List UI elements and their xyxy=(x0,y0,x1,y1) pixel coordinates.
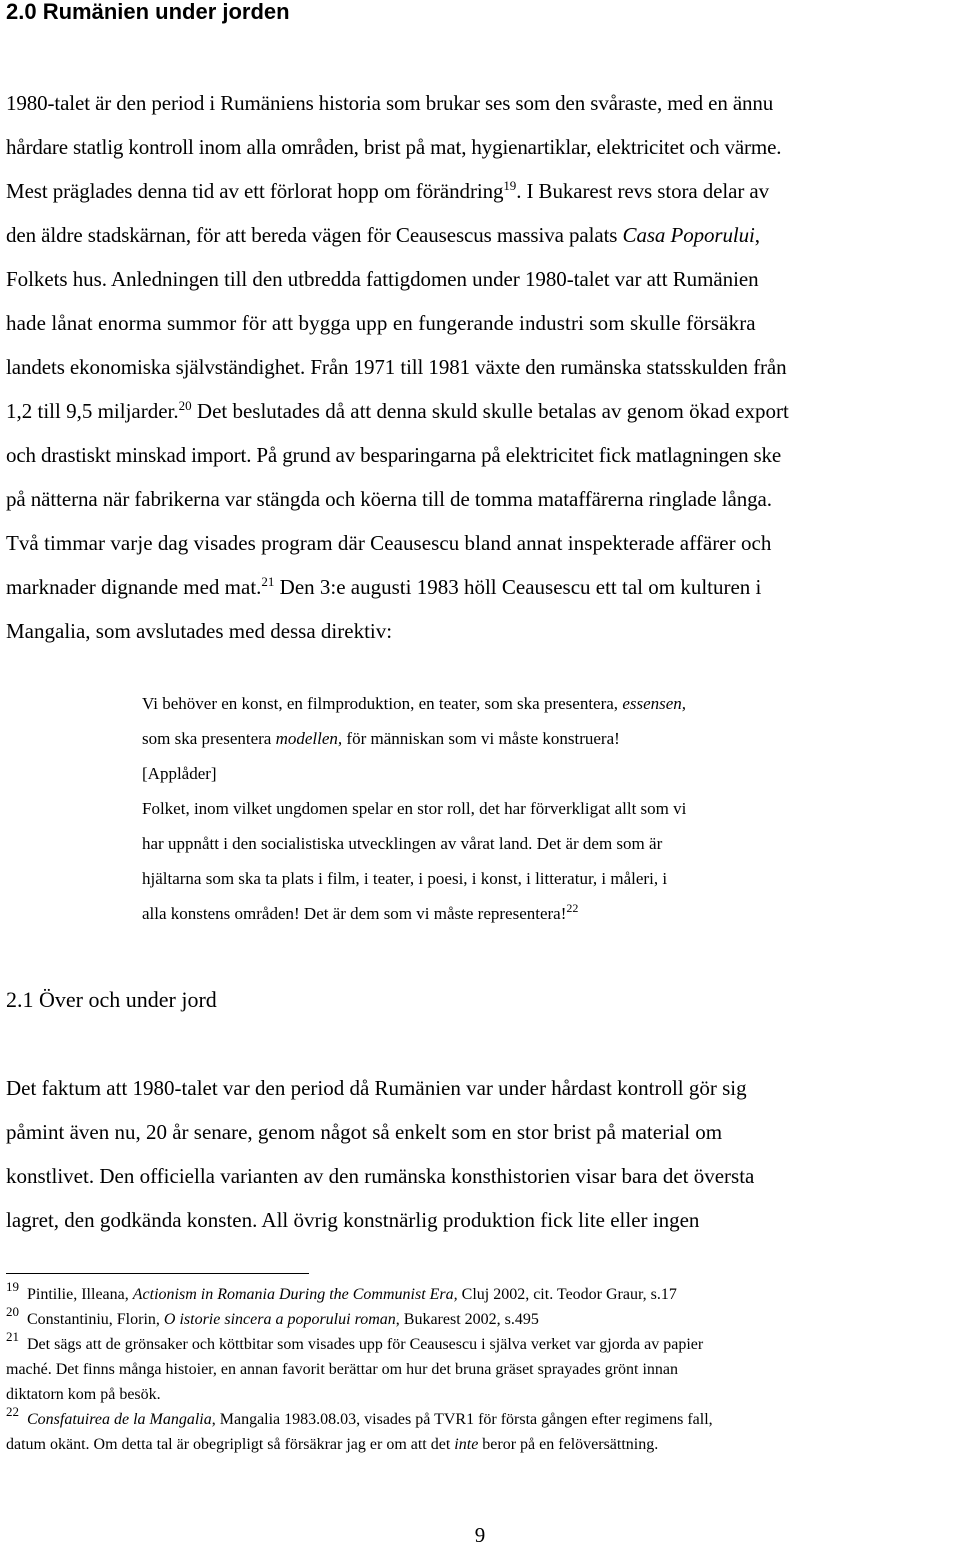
text-line: hade lånat enorma summor för att bygga upp en fungerande industri som skulle försäkra xyxy=(6,311,756,335)
italic-title: O istorie sincera a poporului roman xyxy=(163,1311,396,1328)
text-line: och drastiskt minskad import. På grund av besparingarna på elektricitet fick matlagningen ske xyxy=(6,443,782,467)
footnote-21-cont: diktatorn kom på besök. xyxy=(6,1386,161,1403)
chapter-heading: 2.0 Rumänien under jorden xyxy=(6,0,290,24)
text-segment: . I Bukarest revs stora delar av xyxy=(516,179,769,203)
text-segment: Den 3:e augusti 1983 höll Ceausescu ett tal om kulturen i xyxy=(274,575,762,599)
footnote-separator xyxy=(6,1273,309,1274)
text-line: Det faktum att 1980-talet var den period då Rumänien var under hårdast kontroll gör sig xyxy=(6,1076,747,1100)
italic-title: Consfatuirea de la Mangalia xyxy=(27,1411,212,1428)
body-paragraph-1 xyxy=(6,81,958,653)
text-line xyxy=(6,213,958,257)
text-segment: den äldre stadskärnan, för att bereda vägen för Ceausescus massiva palats xyxy=(6,223,623,247)
footnote-21-cont: maché. Det finns många histoier, en annan favorit berättar om hur det bruna gräset sprayades grönt innan xyxy=(6,1361,679,1378)
italic-term: essensen, xyxy=(622,694,687,713)
text-line: Mangalia, som avslutades med dessa direktiv: xyxy=(6,619,393,643)
text-line: landets ekonomiska självständighet. Från 1971 till 1981 växte den rumänska statsskulden från xyxy=(6,355,787,379)
text-segment: Det beslutades då att denna skuld skulle betalas av genom ökad export xyxy=(191,399,789,423)
text-line xyxy=(6,565,958,609)
text-segment: , Bukarest 2002, s.495 xyxy=(395,1311,539,1328)
text-segment: Det sägs att de grönsaker och köttbitar som visades upp för Ceausescu i själva verket var gjorda av papier xyxy=(27,1336,704,1353)
footnote-ref-19[interactable]: 19 xyxy=(503,178,517,193)
text-segment: Vi behöver en konst, en filmproduktion, en teater, som ska presentera, xyxy=(142,694,623,713)
text-segment: Pintilie, Illeana, xyxy=(27,1286,133,1303)
text-segment: marknader dignande med mat. xyxy=(6,575,262,599)
text-line: hårdare statlig kontroll inom alla områden, brist på mat, hygienartiklar, elektricitet och värme. xyxy=(6,135,782,159)
italic-title: Actionism in Romania During the Communist Era, xyxy=(132,1286,458,1303)
text-segment: alla konstens områden! Det är dem som vi måste representera! xyxy=(142,904,567,923)
text-segment: beror på en felöversättning. xyxy=(478,1436,659,1453)
footnote-ref-20[interactable]: 20 xyxy=(178,398,192,413)
text-segment: som ska presentera xyxy=(142,729,276,748)
text-line: påmint även nu, 20 år senare, genom något så enkelt som en stor brist på material om xyxy=(6,1120,723,1144)
text-segment: Mest präglades denna tid av ett förlorat hopp om förändring xyxy=(6,179,504,203)
quote-line xyxy=(142,721,942,756)
text-line xyxy=(6,389,958,433)
text-line: på nätterna när fabrikerna var stängda och köerna till de tomma mataffärerna ringlade långa. xyxy=(6,487,772,511)
text-segment: 1,2 till 9,5 miljarder. xyxy=(6,399,179,423)
text-line: lagret, den godkända konsten. All övrig konstnärlig produktion fick lite eller ingen xyxy=(6,1208,700,1232)
text-segment: datum okänt. Om detta tal är obegripligt så försäkrar jag er om att det xyxy=(6,1436,455,1453)
section-heading: 2.1 Över och under jord xyxy=(6,987,217,1012)
footnote-22-cont xyxy=(6,1432,956,1457)
quote-line: Folket, inom vilket ungdomen spelar en stor roll, det har förverkligat allt som vi xyxy=(142,799,687,818)
footnote-19: 19 Pintilie, Illeana, Actionism in Romania During the Communist Era, Cluj 2002, cit. Teodor Graur, s.17 xyxy=(6,1279,677,1303)
text-segment: för människan som vi måste konstruera! xyxy=(342,729,620,748)
footnote-22: 22 Consfatuirea de la Mangalia, Mangalia 1983.08.03, visades på TVR1 för första gången efter regimens fall, xyxy=(6,1404,713,1428)
footnote-ref-22[interactable]: 22 xyxy=(566,901,579,915)
text-segment: Cluj 2002, cit. Teodor Graur, s.17 xyxy=(457,1286,677,1303)
text-segment: , Mangalia 1983.08.03, visades på TVR1 för första gången efter regimens fall, xyxy=(211,1411,713,1428)
quote-line xyxy=(142,686,942,721)
text-line xyxy=(6,169,958,213)
quote-line: hjältarna som ska ta plats i film, i teater, i poesi, i konst, i litteratur, i måleri, i xyxy=(142,869,668,888)
text-line: 1980-talet är den period i Rumäniens historia som brukar ses som den svåraste, med en ännu xyxy=(6,91,774,115)
quote-line: har uppnått i den socialistiska utvecklingen av vårat land. Det är dem som är xyxy=(142,834,663,853)
footnote-ref-21[interactable]: 21 xyxy=(261,574,275,589)
text-line: konstlivet. Den officiella varianten av den rumänska konsthistorien visar bara det översta xyxy=(6,1164,755,1188)
footnotes xyxy=(6,1279,956,1457)
text-segment: Constantiniu, Florin, xyxy=(27,1311,164,1328)
footnote-20: 20 Constantiniu, Florin, O istorie sincera a poporului roman, Bukarest 2002, s.495 xyxy=(6,1304,539,1328)
italic-term: modellen, xyxy=(275,729,343,748)
text-line: Folkets hus. Anledningen till den utbredda fattigdomen under 1980-talet var att Rumänien xyxy=(6,267,759,291)
page-number: 9 xyxy=(474,1523,486,1547)
text-segment: , xyxy=(754,223,760,247)
text-line: Två timmar varje dag visades program där Ceausescu bland annat inspekterade affärer och xyxy=(6,531,772,555)
quote-line xyxy=(142,896,942,931)
quote-line: [Applåder] xyxy=(142,764,217,783)
italic-term: inte xyxy=(454,1436,479,1453)
italic-term: Casa Poporului xyxy=(622,223,755,247)
footnote-21: 21 Det sägs att de grönsaker och köttbitar som visades upp för Ceausescu i själva verket var gjorda av papier xyxy=(6,1329,704,1353)
body-paragraph-2 xyxy=(6,1066,958,1242)
block-quote xyxy=(142,686,942,931)
